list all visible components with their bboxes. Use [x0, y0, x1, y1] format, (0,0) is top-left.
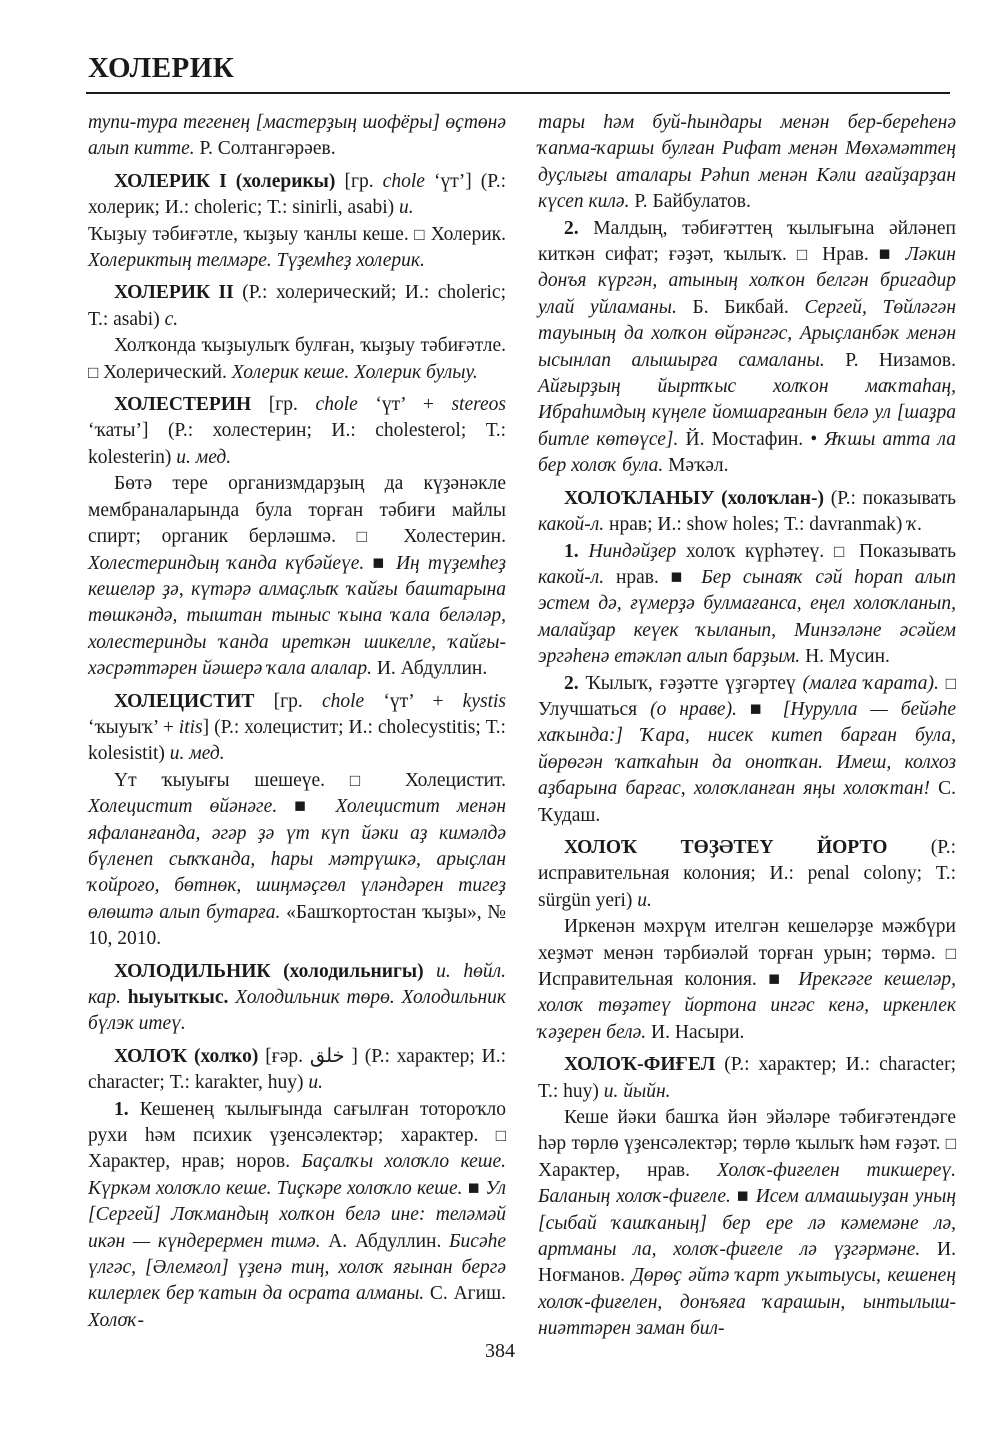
italic-text: тупи-тура тегенең [мастерҙың шофёры] өҫтөнә алып китте.	[88, 112, 506, 160]
italic-text: ҡ.	[907, 514, 923, 536]
square-symbol-icon: □	[796, 245, 813, 265]
italic-text: и. йыйн.	[603, 1080, 671, 1102]
text: Исправительная колония. ■	[538, 969, 799, 990]
italic-text: и. мед.	[169, 743, 225, 765]
headword: ХОЛЕЦИСТИТ	[114, 690, 255, 712]
italic-text: kystis	[462, 690, 506, 712]
text	[939, 673, 946, 694]
italic-text: тары һәм буй-һындары менән бер-береһенә ҡапма-ҡаршы булған Рифат менән Мөхәмәттең дуҫлығы аталары Рәһип менән Кәли ағайҙарҙан күсеп килә.	[538, 112, 956, 213]
headword: 2.	[564, 217, 579, 239]
italic-text: и.	[308, 1072, 323, 1094]
text: холоҡ күрһәтеү.	[676, 540, 834, 562]
text: А. Абдуллин.	[320, 1230, 450, 1252]
text	[121, 987, 128, 1008]
italic-text: Холерик кеше. Холерик булыу.	[231, 361, 478, 383]
text: (Р.: исправительная колония; И.: penal colony; Т.: sürgün yeri)	[538, 836, 956, 911]
text: «Башҡортостан ҡыҙы», № 10, 2010.	[88, 901, 507, 950]
italic-text: Баҫалҡы холоҡло кеше. Күркәм холоҡло кеше. Тиҫкәре холоҡло кеше.	[88, 1151, 506, 1199]
italic-text: Холоҡ-	[88, 1309, 145, 1331]
text: Холерический.	[98, 361, 232, 383]
square-symbol-icon: □	[495, 1126, 506, 1146]
italic-text: и. һөйл. кар.	[88, 960, 506, 1008]
text: нрав; И.: show holes; Т.: davranmak)	[604, 514, 908, 536]
text: ‘ҡыуыҡ’ +	[88, 716, 179, 738]
italic-text: Ниндәйҙер	[588, 540, 677, 562]
italic-text: и.	[637, 889, 652, 911]
dictionary-entry	[538, 1052, 956, 1105]
headword: ХОЛОҠ ТӨҘӘТЕҮ ЙОРТО	[564, 836, 888, 858]
headword: һыуыткыс.	[127, 987, 229, 1008]
text: [гр.	[254, 690, 322, 712]
square-symbol-icon: □	[414, 224, 426, 244]
dictionary-entry	[88, 1044, 506, 1097]
text: И. Абдуллин.	[371, 658, 488, 680]
text: Холецистит.	[380, 769, 506, 791]
right-column	[538, 110, 956, 1343]
text: Характер, нрав; норов.	[88, 1151, 302, 1173]
square-symbol-icon: □	[349, 770, 381, 790]
italic-text: Бер сынаяҡ сәй һорап алып эстем дә, ғүмерҙә булмағанса, еңел холоҡланып, малайҙар кеүек ҡыланып, Минзәләнe әсәйем эргәһенә етәкләп алып барҙым.	[538, 566, 956, 668]
italic-text: (малға ҡарата).	[802, 672, 939, 694]
text: ■	[736, 698, 783, 720]
text: Холҡонда ҡыҙыулыҡ булған, ҡыҙыу тәбиғәтле.	[114, 335, 506, 357]
text: ■	[730, 1186, 756, 1208]
headword: ХОЛЕСТЕРИН	[114, 394, 252, 416]
dictionary-entry	[538, 486, 956, 539]
definition-paragraph	[538, 539, 956, 671]
text: Р. Низамов.	[824, 349, 956, 371]
text: (Р.: холерический; И.: choleric; Т.: asabi)	[88, 282, 506, 330]
italic-text: Сергей, Төйләгән тауының да холҡон өйрәнгәс, Арыҫланбәк менән ысынлап алышырға самаланы.	[538, 296, 957, 371]
italic-text: и. мед.	[176, 446, 232, 468]
text: Кеше йәки башҡа йән эйәләре тәбиғәтендәге һәр төрлө үҙенсәлектәр; төрлө ҡылыҡ һәм ғәҙәт.	[538, 1107, 956, 1155]
text: (Р.: характер; И.: character; Т.: huy)	[538, 1054, 956, 1102]
italic-text: с.	[164, 308, 179, 330]
definition-paragraph	[88, 222, 506, 275]
text: Нрав. ■	[812, 244, 906, 266]
text: Б. Бикбай.	[676, 296, 805, 318]
definition-paragraph	[88, 1097, 506, 1335]
italic-text: Яҡшы атта ла бер холоҡ була.	[538, 428, 956, 477]
text	[579, 541, 589, 562]
text: Р. Солтангәрәев.	[194, 138, 336, 160]
italic-text: Дөрөҫ әйтә ҡарт уҡытыусы, кешенең холоҡ-фиғелен, донъяға ҡарашын, ынтылыш-ниәттәрен заман бил-	[538, 1265, 956, 1340]
text: Р. Байбулатов.	[629, 191, 751, 213]
italic-text: Холодильник төрө. Холодильник бүлэк итеү.	[88, 987, 507, 1035]
definition-paragraph	[538, 216, 956, 480]
italic-text: Холестериндың ҡанда күбәйеүе.	[88, 552, 365, 574]
text: С. Агиш.	[424, 1283, 506, 1305]
text: нрав. ■	[604, 566, 702, 588]
text: Ҡыҙыу тәбиғәтле, ҡыҙыу ҡанлы кеше.	[88, 223, 415, 245]
italic-text: какой-л.	[538, 566, 605, 588]
text: Малдың, тәбиғәттең ҡылығына әйләнеп киткән сифат; ғәҙәт, ҡылыҡ.	[538, 217, 956, 266]
text: Мәҡәл.	[663, 455, 729, 477]
definition-paragraph	[538, 1105, 956, 1343]
text: Холерик.	[425, 223, 506, 245]
italic-text: stereos	[451, 394, 506, 416]
page-number: 384	[485, 1340, 515, 1362]
definition-paragraph	[88, 471, 506, 682]
italic-text: (о нраве).	[650, 698, 737, 720]
italic-text: Холецистит өйәнәге.	[88, 796, 278, 818]
definition-paragraph	[88, 768, 506, 953]
text: Холестерин.	[382, 526, 506, 548]
dictionary-entry	[88, 689, 506, 768]
italic-text: Иң түҙемһеҙ кешеләр ҙә, күтәрә алмаҫлыҡ ҡайғы баштарына төшкәндә, тыштан тыныс ҡына ҡала беләләр, холестеринды ҡанда иреткән шикелле, ҡайғы-хәсрәттәрен йәшерә ҡала алалар.	[88, 552, 506, 680]
text: ■	[364, 552, 396, 574]
text: Иркенән мәхрүм ителгән кешеләрҙе мәжбүри хеҙмәт менән тәрбиәләй торған урын; төрмә.	[538, 916, 956, 964]
definition-paragraph	[538, 110, 956, 216]
italic-text: chole	[315, 394, 358, 416]
text: ] (Р.: холецистит; И.: cholecystitis; Т.: kolesistit)	[88, 716, 506, 765]
square-symbol-icon: □	[356, 527, 383, 547]
square-symbol-icon: □	[834, 541, 850, 561]
headword: 1.	[564, 540, 579, 562]
text: Й. Мостафин. •	[678, 428, 825, 450]
text: ■	[277, 796, 336, 818]
text: Кешенең ҡылығында сағылған тотороҡло рухи һәм психик үҙенсәлектәр; характер.	[88, 1098, 506, 1147]
italic-text: Ләкин донъя күргән, атының холҡон белгән бригадир улай уйламаны.	[538, 244, 956, 318]
italic-text: Айғырҙың йыртҡыс холҡон маҡтаһаң, Ибраһимдың күңеле йомшарғанын белә ул [шаҙра битле көтөүсе].	[538, 376, 956, 450]
headword: ХОЛЕРИК I (холерикы)	[114, 170, 336, 192]
italic-text: itis	[178, 716, 203, 738]
text: ‘үт’ +	[364, 690, 463, 712]
left-column	[88, 110, 506, 1334]
text: ‘ҡаты’] (Р.: холестерин; И.: cholesterol; Т.: kolesterin)	[88, 420, 506, 468]
dictionary-entry	[88, 392, 506, 471]
italic-text: Ул [Сергей] Лоҡмандың холҡон белә ине: теләмәй икән — күндерермен тимә.	[88, 1177, 506, 1252]
italic-text: chole	[382, 170, 425, 192]
italic-text: Холериктың телмәре. Түҙемһеҙ холерик.	[88, 250, 425, 272]
dictionary-entry	[88, 959, 506, 1038]
text: Характер, нрав.	[538, 1159, 717, 1181]
headword: 1.	[114, 1098, 129, 1120]
definition-paragraph	[538, 671, 956, 829]
text: ‘үт’ +	[357, 394, 452, 416]
italic-text: Ирекгәге кешеләр, холоҡ төҙәтеү йортона ингәс кенә, иркенлек ҡәҙерен белә.	[538, 969, 956, 1043]
italic-text: Холецистит менән яфаланғанда, әгәр ҙә үт күп йәки аҙ кимәлдә бүленеп сыҡҡанда, һары мәтрүшкә, арыҫлан ҡойроғо, бөтнөк, шиңмәҫгөл үләндәрен тигеҙ өлөштә алып бутарға.	[88, 796, 507, 923]
italic-text: и.	[399, 197, 414, 219]
text	[424, 961, 437, 982]
text: Ҡылыҡ, ғәҙәтте үҙгәртеү	[578, 672, 803, 694]
italic-text: chole	[321, 690, 365, 712]
definition-paragraph	[538, 914, 956, 1046]
text: И. Насыри.	[646, 1021, 745, 1043]
text: Улучшаться	[538, 698, 651, 720]
square-symbol-icon: □	[945, 673, 956, 693]
text: Н. Мусин.	[800, 646, 890, 668]
headword: ХОЛОҠ (холҡо)	[114, 1045, 259, 1067]
text: ■	[462, 1177, 486, 1199]
headword: ХОЛОДИЛЬНИК (холодильнигы)	[114, 960, 424, 982]
text: [гр.	[335, 170, 383, 192]
square-symbol-icon: □	[88, 362, 99, 382]
italic-text: Исем алмашыуҙан уның [сыбай ҡашҡаның] бер ере лә кәмемәне лә, артманы ла, холоҡ-фиғеле лә үҙгәрмәне.	[538, 1186, 956, 1261]
italic-text: Бисәһе үлгәс, [Әлемғол] үҙенә тиң, холоҡ яғынан бергә килерлек бер ҡатын да осрата алманы.	[88, 1230, 506, 1305]
dictionary-entry	[538, 835, 956, 914]
dictionary-entry	[88, 169, 506, 222]
text: (Р.: показывать	[824, 487, 956, 509]
dictionary-entry	[88, 280, 506, 333]
headword: ХОЛОҠ-ФИҒЕЛ	[564, 1054, 716, 1076]
headword: 2.	[564, 672, 579, 694]
square-symbol-icon: □	[945, 943, 956, 963]
text: Показывать	[849, 540, 956, 562]
definition-paragraph	[88, 333, 506, 386]
text: Бөтә тере организмдарҙың да күҙәнәкле мембраналарында була торған тәбиғи майлы спирт; органик берләшмә.	[88, 473, 506, 548]
italic-text: [Нурулла — бейәһе хаҡында:] Ҡара, нисек китеп барған була, йөрөгән ҡапҡаһын да онотҡан. Имеш, колхоз аҙбарына барғас, холоҡланған яңы холоҡтан!	[538, 698, 956, 800]
text: ‘үт’] (Р.: холерик; И.: choleric; Т.: sinirli, asabi)	[88, 170, 506, 219]
square-symbol-icon: □	[945, 1134, 956, 1154]
definition-paragraph	[88, 110, 506, 163]
italic-text: Холоҡ-фиғелен тикшереү. Баланың холоҡ-фиғеле.	[538, 1159, 956, 1208]
header-rule	[86, 92, 950, 94]
text: [ғәр. خلق ] (Р.: характер; И.: character; Т.: karakter, huy)	[88, 1045, 506, 1094]
headword: ХОЛЕРИК II	[114, 282, 234, 304]
text: И. Ноғманов.	[538, 1239, 956, 1287]
italic-text: какой-л.	[538, 514, 605, 536]
headword: ХОЛОҠЛАНЫУ (холоҡлан-)	[564, 487, 824, 509]
text: [гр.	[251, 394, 316, 416]
text: Үт ҡыуығы шешеүе.	[114, 769, 350, 791]
text: С. Ҡудаш.	[538, 778, 956, 826]
running-head: ХОЛЕРИК	[88, 52, 235, 84]
